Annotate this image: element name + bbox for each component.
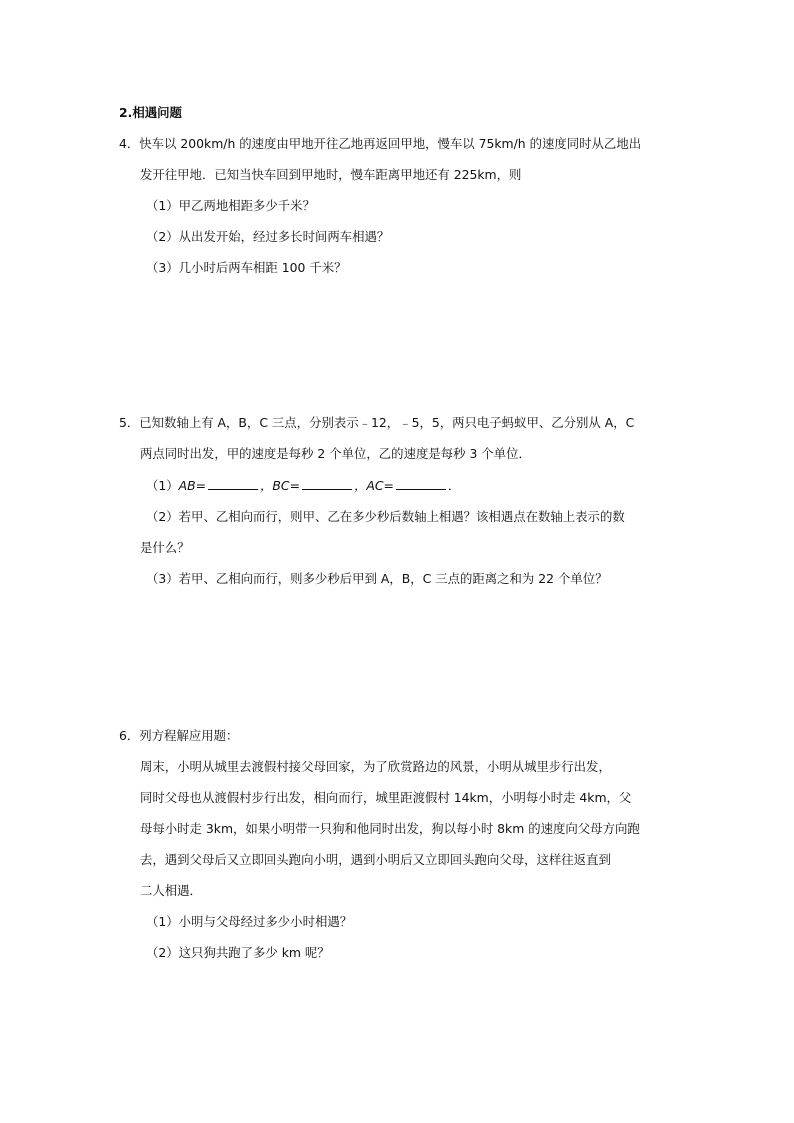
q5-line2: 两点同时出发，甲的速度是每秒 2 个单位，乙的速度是每秒 3 个单位．: [140, 446, 531, 461]
q5-sub3: （3）若甲、乙相向而行，则多少秒后甲到 A，B，C 三点的距离之和为 22 个单位？: [146, 571, 608, 586]
q4-sub1: （1）甲乙两地相距多少千米？: [146, 198, 315, 213]
q5-sub2-line2: 是什么？: [140, 540, 190, 555]
q4-line2: 发开往甲地．已知当快车回到甲地时，慢车距离甲地还有 225km，则: [140, 167, 522, 182]
q6-para3: 母每小时走 3km，如果小明带一只狗和他同时出发，狗以每小时 8km 的速度向父母方向跑: [140, 821, 640, 836]
q6-line1: 6．列方程解应用题：: [119, 728, 239, 743]
q5-ab-label: AB=: [178, 478, 207, 493]
q5-ac-blank: [396, 477, 446, 490]
q4-sub3: （3）几小时后两车相距 100 千米？: [146, 260, 347, 275]
q5-ac-label: ，AC=: [353, 478, 394, 493]
q5-bc-blank: [302, 477, 352, 490]
q6-para2: 同时父母也从渡假村步行出发，相向而行，城里距渡假村 14km，小明每小时走 4km，父: [140, 790, 632, 805]
q5-line1: 5．已知数轴上有 A，B，C 三点，分别表示﹣12，﹣5，5，两只电子蚂蚁甲、乙分别从 A，C: [119, 415, 635, 430]
section-title: 2.相遇问题: [119, 105, 182, 120]
q4-sub2: （2）从出发开始，经过多长时间两车相遇？: [146, 229, 390, 244]
q6-para1: 周末，小明从城里去渡假村接父母回家，为了欣赏路边的风景，小明从城里步行出发，: [140, 759, 611, 774]
q6-para5: 二人相遇．: [140, 883, 202, 898]
q5-sub1: [146, 477, 460, 495]
q6-para4: 去，遇到父母后又立即回头跑向小明，遇到小明后又立即回头跑向父母，这样往返直到: [140, 852, 611, 867]
q5-sub1-prefix: （1）: [146, 478, 179, 493]
q4-line1: 4．快车以 200km/h 的速度由甲地开往乙地再返回甲地，慢车以 75km/h 的速度同时从乙地出: [119, 136, 642, 151]
q6-sub2: （2）这只狗共跑了多少 km 呢？: [146, 945, 330, 960]
q5-sub1-end: ．: [447, 478, 461, 493]
q6-sub1: （1）小明与父母经过多少小时相遇？: [146, 914, 353, 929]
q5-ab-blank: [208, 477, 258, 490]
q5-bc-label: ，BC=: [260, 478, 300, 493]
q5-sub2-line1: （2）若甲、乙相向而行，则甲、乙在多少秒后数轴上相遇？该相遇点在数轴上表示的数: [146, 509, 625, 524]
